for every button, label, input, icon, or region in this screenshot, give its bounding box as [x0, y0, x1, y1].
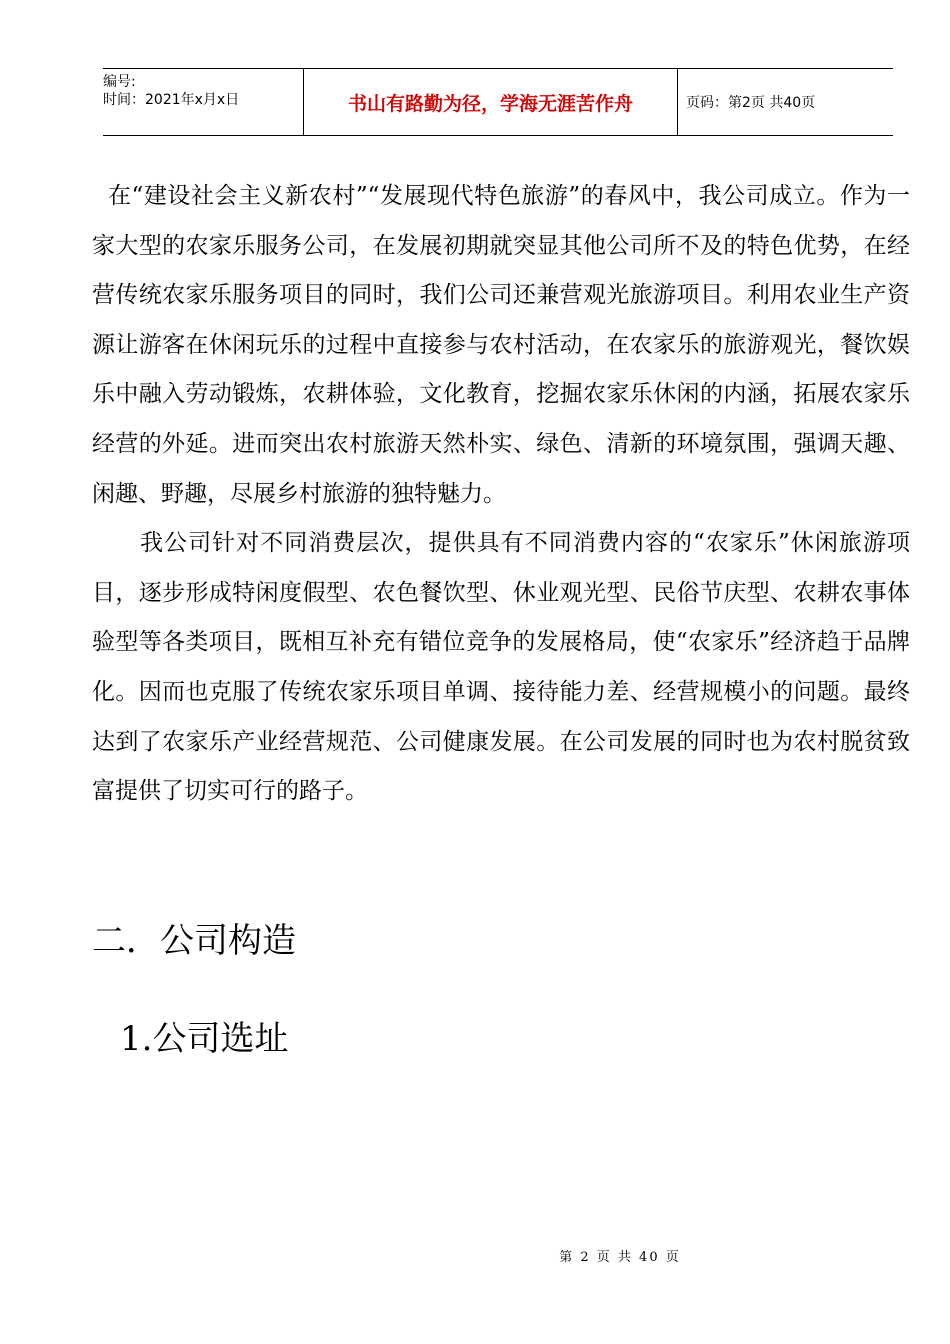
header-meta-cell — [103, 69, 304, 135]
subsection-heading: 1.公司选址 — [120, 1019, 289, 1059]
page-code: 页码：第2页 共40页 — [686, 95, 816, 111]
time-label: 时间：2021年x月x日 — [103, 92, 240, 108]
serial-label: 编号: — [103, 74, 136, 90]
page-footer: 第 2 页 共 40 页 — [559, 1250, 681, 1265]
page-header — [103, 68, 893, 136]
section-heading: 二．公司构造 — [92, 921, 296, 961]
motto-text: 书山有路勤为径，学海无涯苦作舟 — [347, 92, 633, 115]
paragraph-intro: 在“建设社会主义新农村”“发展现代特色旅游”的春风中，我公司成立。作为一家大型的农家乐服务公司，在发展初期就突显其他公司所不及的特色优势，在经营传统农家乐服务项目的同时，我们公司还兼营观光旅游项目。利用农业生产资源让游客在休闲玩乐的过程中直接参与农村活动，在农家乐的旅游观光，餐饮娱乐中融入劳动锻炼，农耕体验，文化教育，挖掘农家乐休闲的内涵，拓展农家乐经营的外延。进而突出农村旅游天然朴实、绿色、清新的环境氛围，强调天趣、闲趣、野趣，尽展乡村旅游的独特魅力。 — [92, 183, 910, 507]
header-motto-cell — [304, 69, 678, 135]
paragraph-projects: 我公司针对不同消费层次，提供具有不同消费内容的“农家乐”休闲旅游项目，逐步形成特闲度假型、农色餐饮型、休业观光型、民俗节庆型、农耕农事体验型等各类项目，既相互补充有错位竞争的发展格局，使“农家乐”经济趋于品牌化。因而也克服了传统农家乐项目单调、接待能力差、经营规模小的问题。最终达到了农家乐产业经营规范、公司健康发展。在公司发展的同时也为农村脱贫致富提供了切实可行的路子。 — [92, 530, 910, 805]
header-page-cell — [678, 69, 893, 135]
document-body — [92, 172, 910, 817]
